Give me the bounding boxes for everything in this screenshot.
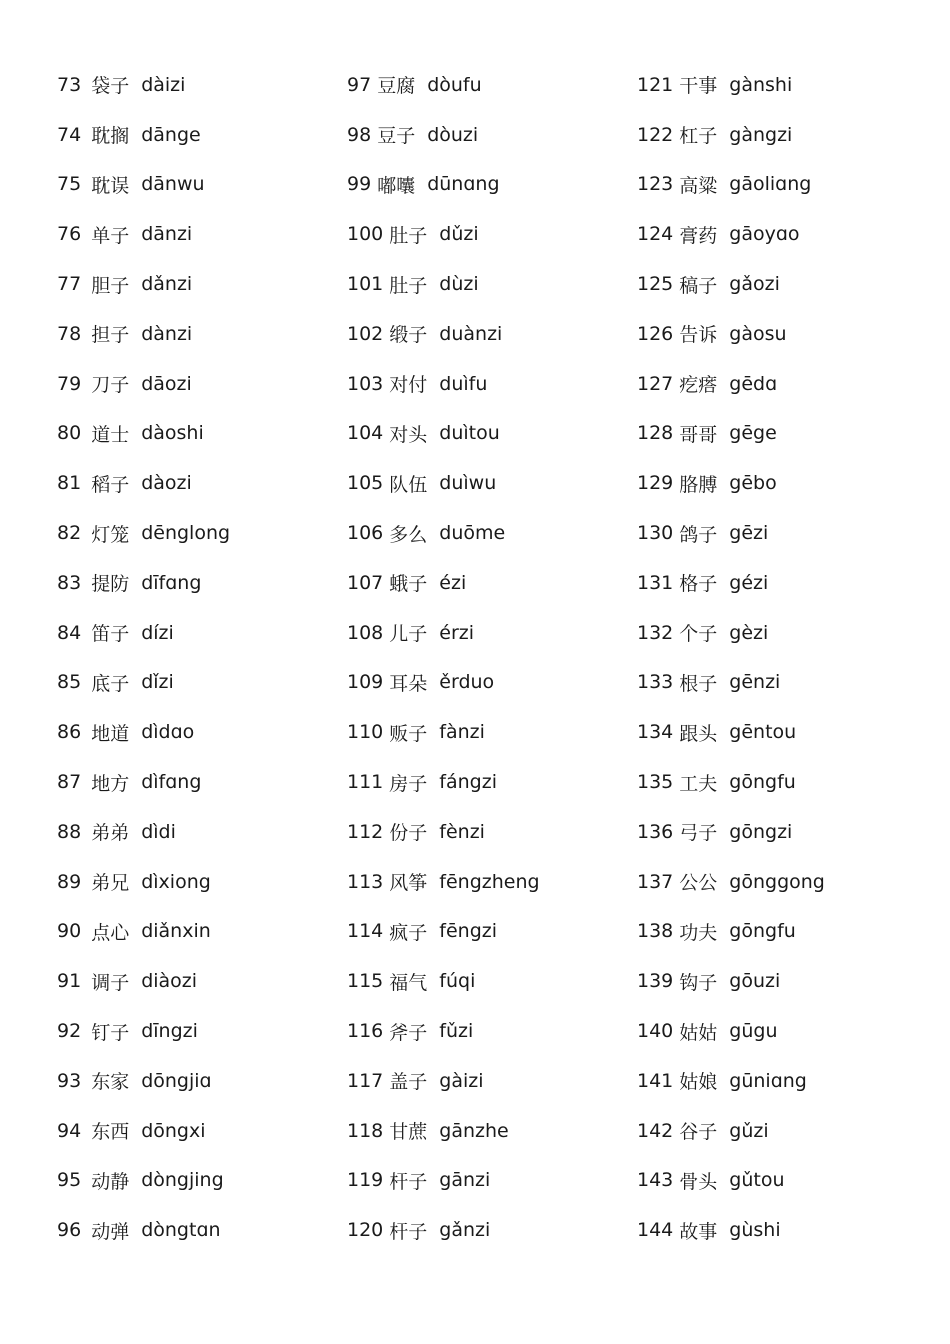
word-entry: [57, 1106, 230, 1156]
entry-pinyin: gùshi: [729, 1219, 781, 1242]
word-entry: [347, 309, 540, 359]
word-entry: [57, 359, 230, 409]
entry-hanzi: 道士: [91, 423, 130, 446]
entry-pinyin: gūniɑng: [729, 1069, 807, 1092]
word-entry: [637, 1056, 825, 1106]
entry-number: 106: [347, 522, 384, 545]
entry-hanzi: 肚子: [389, 224, 428, 247]
entry-pinyin: dòuzi: [427, 123, 479, 146]
entry-number: 114: [347, 920, 384, 943]
entry-pinyin: gézi: [729, 571, 769, 594]
entry-number: 99: [347, 173, 372, 196]
entry-pinyin: dùzi: [439, 273, 479, 296]
word-entry: [57, 259, 230, 309]
entry-pinyin: gāoliɑng: [729, 173, 812, 196]
entry-hanzi: 房子: [389, 772, 428, 795]
entry-number: 138: [637, 920, 674, 943]
word-column-1: [57, 60, 230, 1255]
entry-number: 85: [57, 671, 82, 694]
entry-hanzi: 地方: [91, 772, 130, 795]
entry-number: 93: [57, 1069, 82, 1092]
word-entry: [347, 1156, 540, 1206]
entry-pinyin: gǔzi: [729, 1119, 769, 1142]
entry-number: 127: [637, 372, 674, 395]
entry-hanzi: 东西: [91, 1121, 130, 1144]
entry-hanzi: 甘蔗: [389, 1121, 428, 1144]
entry-hanzi: 公公: [679, 872, 718, 895]
entry-number: 104: [347, 422, 384, 445]
entry-pinyin: dāozi: [141, 372, 192, 395]
entry-pinyin: gānzhe: [439, 1119, 509, 1142]
entry-hanzi: 缎子: [389, 324, 428, 347]
word-entry: [57, 60, 230, 110]
entry-number: 141: [637, 1069, 674, 1092]
entry-hanzi: 疯子: [389, 921, 428, 944]
word-entry: [57, 1006, 230, 1056]
entry-pinyin: dānge: [141, 123, 201, 146]
entry-number: 122: [637, 123, 674, 146]
word-entry: [347, 807, 540, 857]
entry-hanzi: 弓子: [679, 822, 718, 845]
word-entry: [57, 1156, 230, 1206]
word-entry: [57, 757, 230, 807]
entry-number: 117: [347, 1069, 384, 1092]
entry-pinyin: gānzi: [439, 1169, 491, 1192]
entry-pinyin: gēdɑ: [729, 372, 778, 395]
word-entry: [57, 409, 230, 459]
entry-number: 128: [637, 422, 674, 445]
word-entry: [347, 209, 540, 259]
entry-hanzi: 袋子: [91, 75, 130, 98]
entry-hanzi: 耽搁: [91, 125, 130, 148]
entry-hanzi: 豆腐: [377, 75, 416, 98]
entry-hanzi: 疙瘩: [679, 374, 718, 397]
entry-hanzi: 格子: [679, 573, 718, 596]
entry-number: 87: [57, 771, 82, 794]
word-entry: [347, 110, 540, 160]
entry-number: 77: [57, 273, 82, 296]
entry-number: 121: [637, 73, 674, 96]
entry-pinyin: ézi: [439, 571, 467, 594]
word-entry: [57, 658, 230, 708]
entry-hanzi: 姑娘: [679, 1071, 718, 1094]
entry-hanzi: 斧子: [389, 1021, 428, 1044]
word-entry: [637, 857, 825, 907]
word-entry: [57, 209, 230, 259]
entry-number: 136: [637, 820, 674, 843]
entry-number: 80: [57, 422, 82, 445]
word-entry: [347, 558, 540, 608]
word-entry: [347, 259, 540, 309]
entry-number: 113: [347, 870, 384, 893]
entry-hanzi: 份子: [389, 822, 428, 845]
entry-hanzi: 杆子: [389, 1170, 428, 1193]
word-entry: [637, 60, 825, 110]
word-entry: [57, 110, 230, 160]
entry-hanzi: 对头: [389, 423, 428, 446]
entry-number: 140: [637, 1020, 674, 1043]
entry-pinyin: fúqi: [439, 970, 476, 993]
entry-pinyin: dòngjing: [141, 1169, 224, 1192]
entry-number: 78: [57, 322, 82, 345]
entry-number: 115: [347, 970, 384, 993]
word-entry: [347, 608, 540, 658]
word-entry: [57, 508, 230, 558]
entry-hanzi: 地道: [91, 722, 130, 745]
entry-pinyin: dīngzi: [141, 1020, 198, 1043]
word-entry: [347, 1056, 540, 1106]
word-entry: [347, 409, 540, 459]
entry-pinyin: gōuzi: [729, 970, 781, 993]
entry-hanzi: 儿子: [389, 623, 428, 646]
entry-pinyin: dēnglong: [141, 522, 231, 545]
entry-pinyin: dòufu: [427, 73, 482, 96]
entry-hanzi: 干事: [679, 75, 718, 98]
word-entry: [347, 907, 540, 957]
entry-number: 98: [347, 123, 372, 146]
word-entry: [57, 807, 230, 857]
word-entry: [347, 1006, 540, 1056]
entry-pinyin: gànshi: [729, 73, 793, 96]
word-entry: [57, 907, 230, 957]
entry-hanzi: 东家: [91, 1071, 130, 1094]
entry-number: 119: [347, 1169, 384, 1192]
entry-number: 84: [57, 621, 82, 644]
word-entry: [347, 707, 540, 757]
entry-hanzi: 稿子: [679, 274, 718, 297]
word-entry: [637, 508, 825, 558]
word-entry: [347, 956, 540, 1006]
entry-hanzi: 告诉: [679, 324, 718, 347]
word-entry: [637, 209, 825, 259]
entry-hanzi: 根子: [679, 672, 718, 695]
entry-hanzi: 杆子: [389, 1220, 428, 1243]
word-entry: [57, 1056, 230, 1106]
entry-hanzi: 功夫: [679, 921, 718, 944]
entry-pinyin: dōngxi: [141, 1119, 206, 1142]
entry-number: 137: [637, 870, 674, 893]
entry-number: 75: [57, 173, 82, 196]
word-entry: [637, 259, 825, 309]
entry-pinyin: gēbo: [729, 472, 777, 495]
entry-number: 123: [637, 173, 674, 196]
entry-hanzi: 耽误: [91, 174, 130, 197]
entry-pinyin: fènzi: [439, 820, 485, 843]
word-entry: [57, 458, 230, 508]
word-entry: [637, 409, 825, 459]
word-entry: [637, 1205, 825, 1255]
entry-hanzi: 个子: [679, 623, 718, 646]
entry-hanzi: 担子: [91, 324, 130, 347]
entry-pinyin: gōngfu: [729, 771, 796, 794]
entry-hanzi: 弟弟: [91, 822, 130, 845]
word-entry: [57, 160, 230, 210]
entry-number: 107: [347, 571, 384, 594]
entry-number: 94: [57, 1119, 82, 1142]
word-entry: [637, 558, 825, 608]
word-entry: [637, 608, 825, 658]
word-entry: [637, 807, 825, 857]
entry-pinyin: dǔzi: [439, 223, 479, 246]
entry-pinyin: gēzi: [729, 522, 769, 545]
entry-pinyin: dízi: [141, 621, 174, 644]
entry-hanzi: 动静: [91, 1170, 130, 1193]
entry-hanzi: 对付: [389, 374, 428, 397]
word-entry: [347, 757, 540, 807]
entry-number: 105: [347, 472, 384, 495]
entry-hanzi: 调子: [91, 971, 130, 994]
word-column-2: [347, 60, 540, 1255]
entry-pinyin: fēngzheng: [439, 870, 540, 893]
entry-number: 111: [347, 771, 384, 794]
entry-pinyin: gōngfu: [729, 920, 796, 943]
entry-pinyin: gāoyɑo: [729, 223, 800, 246]
entry-number: 73: [57, 73, 82, 96]
word-entry: [637, 1156, 825, 1206]
entry-pinyin: gēnzi: [729, 671, 781, 694]
entry-pinyin: dōngjiɑ: [141, 1069, 212, 1092]
entry-number: 144: [637, 1219, 674, 1242]
entry-number: 88: [57, 820, 82, 843]
entry-pinyin: duìfu: [439, 372, 488, 395]
entry-hanzi: 刀子: [91, 374, 130, 397]
word-entry: [347, 60, 540, 110]
entry-number: 129: [637, 472, 674, 495]
entry-hanzi: 工夫: [679, 772, 718, 795]
word-entry: [347, 359, 540, 409]
entry-number: 134: [637, 721, 674, 744]
entry-number: 133: [637, 671, 674, 694]
word-entry: [57, 707, 230, 757]
entry-number: 81: [57, 472, 82, 495]
entry-hanzi: 胳膊: [679, 473, 718, 496]
word-entry: [347, 658, 540, 708]
entry-hanzi: 提防: [91, 573, 130, 596]
word-entry: [347, 160, 540, 210]
entry-hanzi: 肚子: [389, 274, 428, 297]
entry-hanzi: 贩子: [389, 722, 428, 745]
word-entry: [637, 707, 825, 757]
word-entry: [57, 1205, 230, 1255]
entry-number: 130: [637, 522, 674, 545]
entry-hanzi: 单子: [91, 224, 130, 247]
entry-pinyin: fēngzi: [439, 920, 498, 943]
word-entry: [637, 1106, 825, 1156]
entry-pinyin: dīfɑng: [141, 571, 202, 594]
entry-number: 143: [637, 1169, 674, 1192]
entry-number: 74: [57, 123, 82, 146]
entry-number: 109: [347, 671, 384, 694]
word-entry: [637, 757, 825, 807]
entry-pinyin: gēntou: [729, 721, 797, 744]
entry-number: 83: [57, 571, 82, 594]
word-column-3: [637, 60, 825, 1255]
entry-number: 101: [347, 273, 384, 296]
entry-hanzi: 杠子: [679, 125, 718, 148]
word-entry: [637, 359, 825, 409]
entry-hanzi: 钩子: [679, 971, 718, 994]
entry-hanzi: 谷子: [679, 1121, 718, 1144]
entry-pinyin: gōngzi: [729, 820, 793, 843]
word-entry: [57, 309, 230, 359]
entry-hanzi: 蛾子: [389, 573, 428, 596]
entry-number: 120: [347, 1219, 384, 1242]
word-entry: [57, 857, 230, 907]
entry-hanzi: 盖子: [389, 1071, 428, 1094]
entry-pinyin: duìtou: [439, 422, 500, 445]
entry-number: 92: [57, 1020, 82, 1043]
entry-hanzi: 动弹: [91, 1220, 130, 1243]
entry-hanzi: 嘟囔: [377, 174, 416, 197]
entry-pinyin: dìfɑng: [141, 771, 202, 794]
entry-pinyin: dìdi: [141, 820, 176, 843]
entry-pinyin: gèzi: [729, 621, 769, 644]
entry-number: 95: [57, 1169, 82, 1192]
entry-number: 116: [347, 1020, 384, 1043]
entry-number: 82: [57, 522, 82, 545]
entry-pinyin: dānwu: [141, 173, 205, 196]
entry-number: 100: [347, 223, 384, 246]
entry-number: 76: [57, 223, 82, 246]
entry-pinyin: gēge: [729, 422, 777, 445]
entry-number: 118: [347, 1119, 384, 1142]
entry-pinyin: dǐzi: [141, 671, 174, 694]
word-entry: [637, 160, 825, 210]
entry-hanzi: 胆子: [91, 274, 130, 297]
entry-hanzi: 哥哥: [679, 423, 718, 446]
entry-hanzi: 钉子: [91, 1021, 130, 1044]
entry-number: 108: [347, 621, 384, 644]
entry-hanzi: 弟兄: [91, 872, 130, 895]
word-entry: [347, 857, 540, 907]
entry-pinyin: dàizi: [141, 73, 186, 96]
entry-hanzi: 膏药: [679, 224, 718, 247]
entry-hanzi: 稻子: [91, 473, 130, 496]
entry-number: 96: [57, 1219, 82, 1242]
entry-pinyin: duànzi: [439, 322, 503, 345]
entry-number: 103: [347, 372, 384, 395]
entry-hanzi: 笛子: [91, 623, 130, 646]
entry-pinyin: gǎozi: [729, 273, 780, 296]
entry-pinyin: dàoshi: [141, 422, 204, 445]
entry-number: 131: [637, 571, 674, 594]
word-entry: [637, 110, 825, 160]
entry-hanzi: 点心: [91, 921, 130, 944]
entry-hanzi: 豆子: [377, 125, 416, 148]
entry-pinyin: érzi: [439, 621, 475, 644]
entry-hanzi: 跟头: [679, 722, 718, 745]
entry-pinyin: gàngzi: [729, 123, 793, 146]
entry-number: 89: [57, 870, 82, 893]
entry-hanzi: 姑姑: [679, 1021, 718, 1044]
entry-hanzi: 福气: [389, 971, 428, 994]
entry-number: 86: [57, 721, 82, 744]
entry-pinyin: dìdɑo: [141, 721, 195, 744]
word-entry: [637, 956, 825, 1006]
entry-hanzi: 耳朵: [389, 672, 428, 695]
word-entry: [347, 1106, 540, 1156]
entry-pinyin: dànzi: [141, 322, 193, 345]
entry-pinyin: gūgu: [729, 1020, 778, 1043]
entry-pinyin: diàozi: [141, 970, 198, 993]
entry-hanzi: 故事: [679, 1220, 718, 1243]
entry-pinyin: fànzi: [439, 721, 485, 744]
word-entry: [637, 658, 825, 708]
entry-pinyin: dūnɑng: [427, 173, 500, 196]
entry-number: 110: [347, 721, 384, 744]
entry-pinyin: duìwu: [439, 472, 497, 495]
word-entry: [637, 1006, 825, 1056]
word-entry: [637, 458, 825, 508]
entry-pinyin: dānzi: [141, 223, 193, 246]
entry-hanzi: 底子: [91, 672, 130, 695]
word-entry: [57, 558, 230, 608]
entry-number: 124: [637, 223, 674, 246]
word-entry: [57, 956, 230, 1006]
entry-hanzi: 鸽子: [679, 523, 718, 546]
entry-pinyin: dǎnzi: [141, 273, 193, 296]
entry-pinyin: dìxiong: [141, 870, 211, 893]
entry-hanzi: 队伍: [389, 473, 428, 496]
entry-number: 125: [637, 273, 674, 296]
word-entry: [637, 309, 825, 359]
word-entry: [347, 508, 540, 558]
entry-pinyin: gàosu: [729, 322, 787, 345]
entry-number: 142: [637, 1119, 674, 1142]
entry-number: 97: [347, 73, 372, 96]
word-entry: [347, 1205, 540, 1255]
entry-hanzi: 高粱: [679, 174, 718, 197]
entry-number: 91: [57, 970, 82, 993]
entry-pinyin: gǔtou: [729, 1169, 785, 1192]
entry-pinyin: dàozi: [141, 472, 192, 495]
entry-pinyin: duōme: [439, 522, 506, 545]
entry-hanzi: 风筝: [389, 872, 428, 895]
entry-number: 79: [57, 372, 82, 395]
entry-pinyin: fǔzi: [439, 1020, 474, 1043]
entry-number: 90: [57, 920, 82, 943]
word-entry: [57, 608, 230, 658]
entry-pinyin: gǎnzi: [439, 1219, 491, 1242]
entry-number: 126: [637, 322, 674, 345]
entry-number: 139: [637, 970, 674, 993]
entry-number: 112: [347, 820, 384, 843]
entry-number: 102: [347, 322, 384, 345]
word-entry: [347, 458, 540, 508]
entry-hanzi: 骨头: [679, 1170, 718, 1193]
entry-pinyin: fángzi: [439, 771, 497, 794]
entry-hanzi: 多么: [389, 523, 428, 546]
entry-number: 132: [637, 621, 674, 644]
entry-pinyin: gàizi: [439, 1069, 484, 1092]
entry-pinyin: dòngtɑn: [141, 1219, 221, 1242]
entry-pinyin: diǎnxin: [141, 920, 211, 943]
entry-number: 135: [637, 771, 674, 794]
entry-pinyin: gōnggong: [729, 870, 825, 893]
entry-pinyin: ěrduo: [439, 671, 495, 694]
word-entry: [637, 907, 825, 957]
entry-hanzi: 灯笼: [91, 523, 130, 546]
